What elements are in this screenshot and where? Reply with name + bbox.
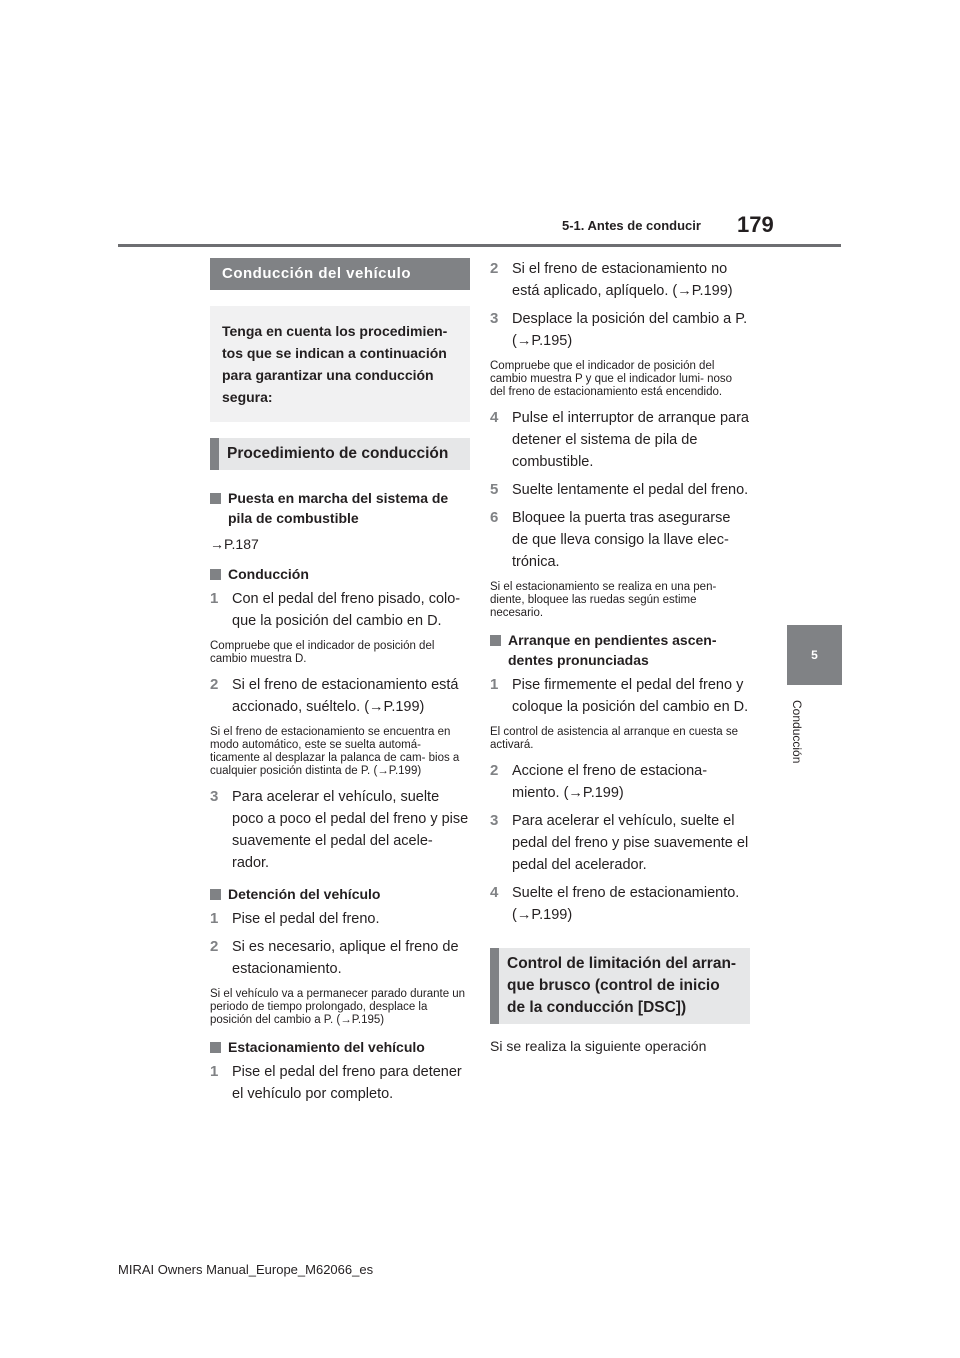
step-number: 3 — [490, 310, 499, 327]
procedure-title: Procedimiento de conducción — [210, 438, 470, 470]
step-text: Si el freno de estacionamiento no está aplicado, aplíquelo. (→P.199) — [512, 261, 733, 299]
park-step-3 — [490, 308, 750, 352]
step-number: 2 — [490, 762, 499, 779]
step-text: Desplace la posición del cambio a P. (→P.195) — [512, 311, 748, 349]
hill-step-1 — [490, 674, 750, 718]
step-text: Con el pedal del freno pisado, colo- que la posición del cambio en D. — [232, 591, 461, 629]
subhead-park-text: Estacionamiento del vehículo — [228, 1039, 425, 1055]
chapter-tab-label — [790, 700, 804, 790]
subhead-stop-text: Detención del vehículo — [228, 886, 381, 902]
step-text: Pulse el interruptor de arranque para detener el sistema de pila de combustible. — [512, 410, 749, 470]
step-text: Suelte lentamente el pedal del freno. — [512, 482, 749, 498]
chapter-tab-number[interactable]: 5 — [787, 625, 842, 685]
hill-step-4 — [490, 882, 750, 926]
hill-step-3 — [490, 810, 750, 876]
stop-step-2 — [210, 936, 470, 980]
park-step-2 — [490, 258, 750, 302]
driving-step-1 — [210, 588, 470, 632]
square-bullet-icon — [210, 889, 221, 900]
step-number: 5 — [490, 481, 499, 498]
chapter-tab-label-text: Conducción — [790, 700, 804, 764]
footer-manual-id: MIRAI Owners Manual_Europe_M62066_es — [118, 1262, 374, 1277]
stop-step-2-note: Si el vehículo va a permanecer parado durante un periodo de tiempo prolongado, desplace la posición del cambio a P. (→P.195) — [210, 988, 466, 1026]
subhead-hill-start-text: Arranque en pendientes ascen- dentes pronunciadas — [508, 632, 717, 668]
subhead-driving-text: Conducción — [228, 566, 309, 582]
step-number: 2 — [210, 676, 219, 693]
subhead-stop — [210, 884, 470, 904]
subhead-park — [210, 1037, 470, 1057]
step-number: 6 — [490, 509, 499, 526]
step-number: 1 — [210, 590, 219, 607]
step-text: Pise el pedal del freno. — [232, 911, 380, 927]
step-text: Pise firmemente el pedal del freno y coloque la posición del cambio en D. — [512, 677, 749, 715]
park-step-4 — [490, 407, 750, 473]
driving-step-2-note: Si el freno de estacionamiento se encuentra en modo automático, este se suelta automá- ticamente al desplazar la palanca de cam- bios a cualquier posición distinta de P. (→P.199) — [210, 726, 460, 777]
intro-box: Tenga en cuenta los procedimien- tos que se indican a continuación para garantizar una conducción segura: — [210, 306, 470, 422]
hill-step-1-note: El control de asistencia al arranque en cuesta se activará. — [490, 726, 739, 751]
square-bullet-icon — [490, 635, 501, 646]
header-rule — [118, 244, 841, 247]
step-number: 3 — [210, 788, 219, 805]
step-number: 4 — [490, 409, 499, 426]
driving-step-3 — [210, 786, 470, 874]
subhead-hill-start — [490, 630, 750, 670]
step-number: 1 — [210, 910, 219, 927]
hill-step-2 — [490, 760, 750, 804]
right-column — [490, 258, 750, 1056]
left-column — [210, 258, 470, 1105]
step-text: Para acelerar el vehículo, suelte poco a poco el pedal del freno y pise suavemente el pedal del acele- rador. — [232, 789, 469, 871]
step-text: Si el freno de estacionamiento está accionado, suéltelo. (→P.199) — [232, 677, 459, 715]
driving-step-1-note: Compruebe que el indicador de posición del cambio muestra D. — [210, 640, 435, 665]
square-bullet-icon — [210, 569, 221, 580]
step-number: 2 — [490, 260, 499, 277]
stop-step-1 — [210, 908, 470, 930]
step-number: 3 — [490, 812, 499, 829]
subhead-start — [210, 488, 470, 528]
step-text: Bloquee la puerta tras asegurarse de que lleva consigo la llave elec- trónica. — [512, 510, 731, 570]
step-text: Suelte el freno de estacionamiento. (→P.199) — [512, 885, 740, 923]
park-step-5 — [490, 479, 750, 501]
page-number: 179 — [737, 212, 774, 237]
section-title-driving: Conducción del vehículo — [210, 258, 470, 290]
subhead-driving — [210, 564, 470, 584]
step-text: Si es necesario, aplique el freno de estacionamiento. — [232, 939, 459, 977]
step-text: Accione el freno de estaciona- miento. (→P.199) — [512, 763, 708, 801]
subhead-start-text: Puesta en marcha del sistema de pila de combustible — [228, 490, 449, 526]
start-page-ref[interactable]: →P.187 — [210, 536, 259, 552]
step-number: 1 — [490, 676, 499, 693]
step-number: 4 — [490, 884, 499, 901]
section-header: 5-1. Antes de conducir — [562, 218, 701, 233]
step-number: 1 — [210, 1063, 219, 1080]
dsc-title: Control de limitación del arran- que brusco (control de inicio de la conducción [DSC]) — [490, 948, 750, 1024]
square-bullet-icon — [210, 1042, 221, 1053]
park-step-3-note: Compruebe que el indicador de posición del cambio muestra P y que el indicador lumi- noso del freno de estacionamiento está encendido. — [490, 360, 733, 398]
park-step-1 — [210, 1061, 470, 1105]
step-text: Para acelerar el vehículo, suelte el pedal del freno y pise suavemente el pedal del acelerador. — [512, 813, 749, 873]
dsc-text: Si se realiza la siguiente operación — [490, 1038, 707, 1054]
driving-step-2 — [210, 674, 470, 718]
step-text: Pise el pedal del freno para detener el vehículo por completo. — [232, 1064, 462, 1102]
park-step-6 — [490, 507, 750, 573]
square-bullet-icon — [210, 493, 221, 504]
step-number: 2 — [210, 938, 219, 955]
park-step-6-note: Si el estacionamiento se realiza en una pen- diente, bloquee las ruedas según estime necesario. — [490, 581, 717, 619]
